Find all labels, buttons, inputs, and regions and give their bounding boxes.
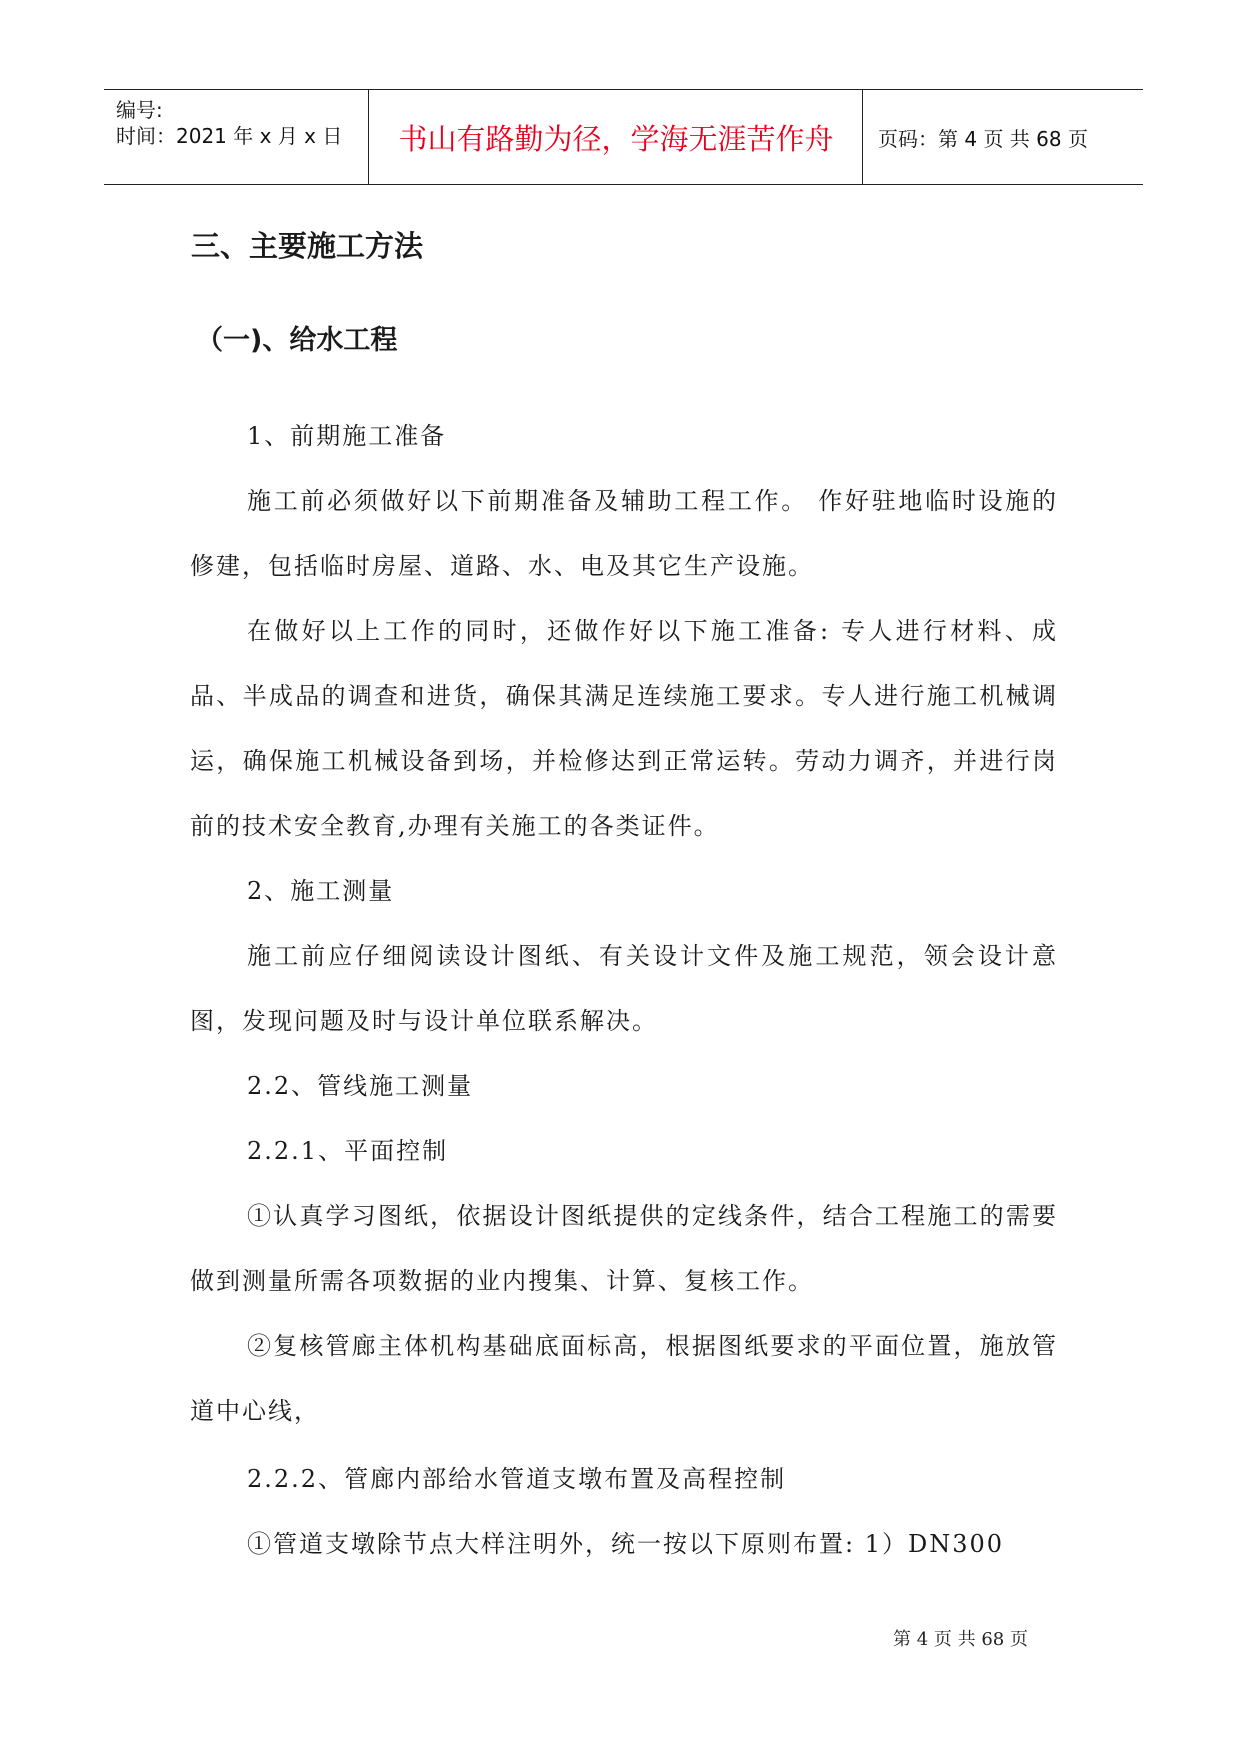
page-footer: 第 4 页 共 68 页 bbox=[893, 1629, 1028, 1650]
section-title: 三、主要施工方法 bbox=[191, 229, 424, 263]
header-motto-cell bbox=[370, 90, 863, 184]
paragraph: ①认真学习图纸，依据设计图纸提供的定线条件，结合工程施工的需要做到测量所需各项数据的业内搜集、计算、复核工作。 bbox=[190, 1202, 1058, 1295]
paragraph-heading-pipeline-survey: 2.2、管线施工测量 bbox=[247, 1072, 474, 1100]
subsection-title: （一)、给水工程 bbox=[196, 325, 398, 356]
paragraph-heading-survey: 2、施工测量 bbox=[247, 877, 395, 905]
paragraph-heading-plane-control: 2.2.1、平面控制 bbox=[247, 1137, 449, 1165]
document-time-label: 时间：2021 年 x 月 x 日 bbox=[116, 124, 343, 148]
header-page-info: 页码：第 4 页 共 68 页 bbox=[878, 126, 1088, 151]
paragraph: 在做好以上工作的同时，还做作好以下施工准备: 专人进行材料、成品、半成品的调查和进货，确保其满足连续施工要求。专人进行施工机械调运，确保施工机械设备到场，并检修达到正常运转。劳动力调齐，并进行岗前的技术安全教育,办理有关施工的各类证件。 bbox=[190, 617, 1058, 840]
paragraph-heading-prep: 1、前期施工准备 bbox=[247, 422, 447, 450]
document-body bbox=[190, 404, 1058, 1577]
header-motto: 书山有路勤为径，学海无涯苦作舟 bbox=[398, 121, 834, 156]
document-number-label: 编号: bbox=[116, 98, 163, 122]
paragraph: ②复核管廊主体机构基础底面标高，根据图纸要求的平面位置，施放管道中心线， bbox=[190, 1332, 1058, 1425]
header-meta-cell bbox=[104, 90, 369, 184]
paragraph: ①管道支墩除节点大样注明外，统一按以下原则布置: 1）DN300 bbox=[247, 1530, 1005, 1558]
paragraph: 施工前应仔细阅读设计图纸、有关设计文件及施工规范，领会设计意图，发现问题及时与设计单位联系解决。 bbox=[190, 942, 1058, 1035]
paragraph: 施工前必须做好以下前期准备及辅助工程工作。 作好驻地临时设施的修建，包括临时房屋、道路、水、电及其它生产设施。 bbox=[190, 487, 1058, 580]
paragraph-heading-support-layout: 2.2.2、管廊内部给水管道支墩布置及高程控制 bbox=[247, 1465, 787, 1493]
page-header bbox=[104, 89, 1143, 185]
header-page-cell bbox=[864, 90, 1143, 184]
